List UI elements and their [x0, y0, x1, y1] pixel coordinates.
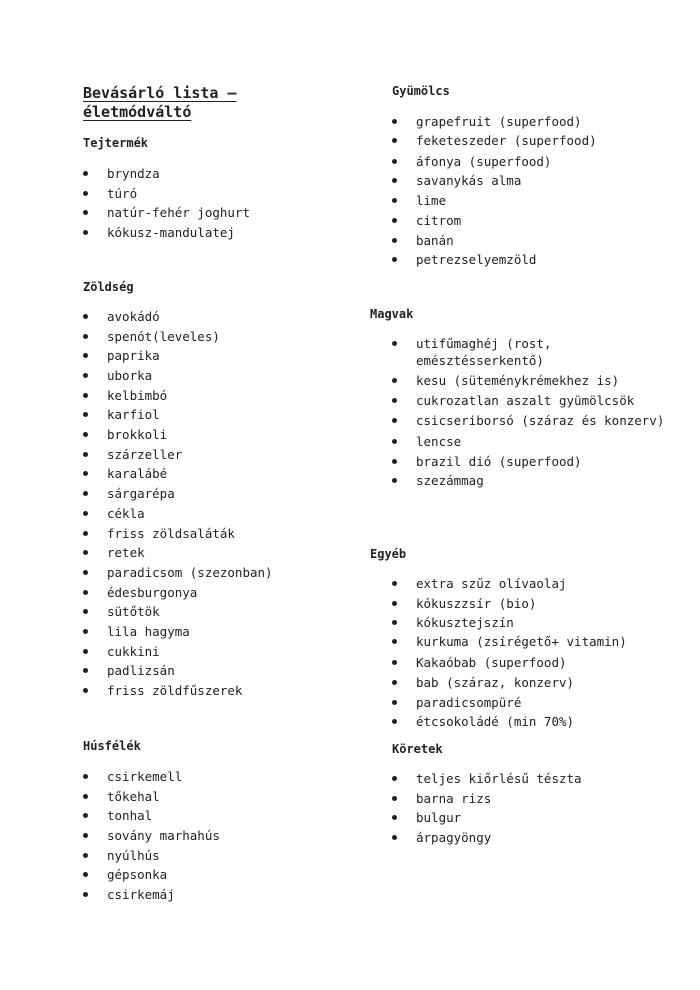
list-item	[83, 767, 348, 787]
bullet-icon	[83, 491, 88, 496]
bullet-icon	[392, 178, 397, 183]
list-item	[392, 412, 670, 429]
list-item	[83, 846, 348, 866]
bullet-icon	[392, 398, 397, 403]
list-item	[392, 673, 670, 693]
bullet-icon	[392, 601, 397, 606]
list-item	[83, 203, 348, 223]
list-item-text: tonhal	[107, 808, 153, 824]
left-column	[83, 84, 348, 905]
bullet-icon	[83, 471, 88, 476]
bullet-icon	[83, 191, 88, 196]
list-item-text: sovány marhahús	[107, 827, 220, 843]
section-koretek	[370, 742, 670, 756]
bullet-icon	[83, 609, 88, 614]
list-item	[392, 452, 670, 472]
list-item-text: kókusz-mandulatej	[107, 225, 235, 241]
list-item	[83, 661, 348, 681]
list-item-text: áfonya (superfood)	[416, 153, 552, 169]
list-item-text: szezámmag	[416, 473, 484, 489]
list-item	[392, 633, 670, 650]
list-item-text: gépsonka	[107, 867, 168, 883]
bullet-icon	[83, 892, 88, 897]
section-magvak	[370, 307, 670, 491]
bullet-icon	[83, 171, 88, 176]
list-item-text: banán	[416, 232, 454, 248]
page-title: Bevásárló lista – életmódváltó	[83, 84, 237, 121]
list-item	[83, 504, 348, 524]
list-item	[392, 693, 670, 713]
list-item	[83, 366, 348, 386]
bullet-icon	[83, 570, 88, 575]
list-item	[83, 386, 348, 406]
list-item	[83, 806, 348, 826]
list-item-text: savanykás alma	[416, 173, 522, 189]
list-item	[83, 223, 348, 243]
bullet-icon	[392, 776, 397, 781]
list-item-text: bryndza	[107, 166, 160, 181]
list-item-text: nyúlhús	[107, 847, 160, 863]
list-item-text: brazil dió (superfood)	[416, 453, 582, 469]
list-item	[83, 327, 348, 347]
list-item-text: padlizsán	[107, 663, 175, 679]
list-item	[83, 543, 348, 563]
bullet-icon	[392, 796, 397, 801]
list-item	[83, 563, 348, 583]
bullet-icon	[83, 649, 88, 654]
bullet-icon	[83, 210, 88, 215]
list-item-text: cékla	[107, 505, 145, 521]
list-item-text: étcsokoládé (min 70%)	[416, 714, 575, 730]
list-item-text: kókuszzsír (bio)	[416, 595, 537, 611]
list-item-text: csirkemell	[107, 768, 183, 784]
list-item	[392, 594, 670, 614]
list-item	[83, 464, 348, 484]
list-item-text: karalábé	[107, 466, 168, 482]
list-item	[83, 787, 348, 807]
list-item-text: bab (száraz, konzerv)	[416, 674, 575, 690]
section-title-magvak: Magvak	[370, 306, 414, 321]
list-egyeb	[392, 574, 670, 732]
bullet-icon	[392, 700, 397, 705]
list-item	[83, 346, 348, 366]
list-item-text: spenót(leveles)	[107, 328, 220, 344]
bullet-icon	[392, 138, 397, 143]
list-item-text: extra szűz olívaolaj	[416, 576, 567, 592]
bullet-icon	[83, 353, 88, 358]
list-item-text: petrezselyemzöld	[416, 252, 537, 268]
bullet-icon	[392, 218, 397, 223]
list-item	[392, 335, 670, 369]
bullet-icon	[83, 314, 88, 319]
section-title-gyumolcs: Gyümölcs	[392, 84, 450, 98]
section-title-koretek: Köretek	[392, 741, 443, 756]
list-tejtermek	[83, 164, 348, 243]
list-item	[83, 405, 348, 425]
list-item	[392, 613, 670, 633]
list-item	[83, 307, 348, 327]
list-magvak	[392, 335, 670, 491]
bullet-icon	[392, 680, 397, 685]
list-item-text: grapefruit (superfood)	[416, 114, 582, 129]
list-item-text: feketeszeder (superfood)	[416, 132, 597, 148]
list-item-text: lila hagyma	[107, 624, 190, 640]
list-item	[392, 653, 670, 673]
list-item-text: paradicsom (szezonban)	[107, 564, 273, 580]
list-item-text: cukkini	[107, 643, 160, 659]
list-item	[392, 112, 670, 132]
list-item-text: friss zöldfűszerek	[107, 683, 243, 699]
bullet-icon	[392, 620, 397, 625]
list-item	[392, 392, 670, 409]
bullet-icon	[392, 159, 397, 164]
bullet-icon	[83, 833, 88, 838]
bullet-icon	[83, 813, 88, 818]
bullet-icon	[83, 774, 88, 779]
list-koretek	[392, 769, 670, 848]
bullet-icon	[83, 688, 88, 693]
bullet-icon	[392, 719, 397, 724]
bullet-icon	[83, 412, 88, 417]
list-item-text: kurkuma (zsírégető+ vitamin)	[416, 634, 627, 650]
list-item-text: lime	[416, 193, 447, 209]
list-item	[83, 164, 348, 184]
bullet-icon	[83, 668, 88, 673]
bullet-icon	[392, 439, 397, 444]
list-item	[392, 789, 670, 809]
list-item	[83, 885, 348, 905]
list-item-text: csirkemáj	[107, 887, 175, 903]
section-title-husfelek: Húsfélék	[83, 738, 141, 753]
right-column	[370, 84, 670, 848]
list-item-text: kelbimbó	[107, 387, 168, 403]
section-egyeb	[370, 547, 670, 732]
bullet-icon	[83, 373, 88, 378]
bullet-icon	[392, 660, 397, 665]
list-item	[392, 432, 670, 452]
bullet-icon	[83, 794, 88, 799]
list-item	[83, 826, 348, 846]
bullet-icon	[83, 872, 88, 877]
section-zoldseg	[83, 280, 348, 701]
list-item	[83, 681, 348, 701]
list-item-text: friss zöldsaláták	[107, 525, 235, 541]
list-item	[392, 574, 670, 594]
bullet-icon	[83, 629, 88, 634]
bullet-icon	[392, 815, 397, 820]
list-item-text: kókusztejszín	[416, 615, 514, 631]
list-item-text: tőkehal	[107, 788, 160, 804]
list-item	[392, 211, 670, 231]
list-item	[83, 445, 348, 465]
list-item-text: karfiol	[107, 407, 160, 423]
list-item	[392, 152, 670, 172]
bullet-icon	[392, 198, 397, 203]
bullet-icon	[392, 478, 397, 483]
list-item-text: sárgarépa	[107, 486, 175, 502]
list-item-text: utifűmaghéj (rost, emésztésserkentő)	[416, 335, 552, 368]
list-item	[392, 171, 670, 191]
list-item	[392, 712, 670, 732]
bullet-icon	[392, 238, 397, 243]
list-item	[392, 828, 670, 848]
list-item-text: avokádó	[107, 308, 160, 324]
list-item	[392, 769, 670, 789]
list-husfelek	[83, 767, 348, 905]
bullet-icon	[83, 230, 88, 235]
section-title-zoldseg: Zöldség	[83, 279, 134, 294]
section-tejtermek	[83, 136, 348, 243]
bullet-icon	[83, 511, 88, 516]
section-gyumolcs	[370, 84, 670, 98]
list-item-text: paprika	[107, 348, 160, 364]
list-item-text: retek	[107, 545, 145, 561]
section-title-egyeb: Egyéb	[370, 547, 407, 562]
bullet-icon	[83, 432, 88, 437]
list-item-text: brokkoli	[107, 427, 168, 443]
bullet-icon	[83, 550, 88, 555]
list-item	[83, 425, 348, 445]
list-item	[392, 132, 670, 149]
bullet-icon	[83, 452, 88, 457]
section-husfelek	[83, 739, 348, 905]
bullet-icon	[392, 581, 397, 586]
list-gyumolcs	[392, 112, 670, 270]
list-item-text: cukrozatlan aszalt gyümölcsök	[416, 392, 635, 408]
list-item	[392, 471, 670, 491]
list-item-text: paradicsompüré	[416, 694, 522, 710]
bullet-icon	[83, 531, 88, 536]
bullet-icon	[392, 835, 397, 840]
list-zoldseg	[83, 307, 348, 701]
list-item-text: barna rizs	[416, 790, 492, 806]
list-item	[83, 484, 348, 504]
list-item-text: csicseriborsó (száraz és konzerv)	[416, 412, 665, 428]
list-item-text: uborka	[107, 367, 153, 383]
bullet-icon	[83, 853, 88, 858]
bullet-icon	[392, 341, 397, 346]
list-item-text: Kakaóbab (superfood)	[416, 655, 567, 671]
list-item-text: szárzeller	[107, 446, 183, 462]
list-item-text: teljes kiőrlésű tészta	[416, 770, 582, 786]
list-item-text: édesburgonya	[107, 584, 198, 600]
list-item	[392, 231, 670, 251]
list-item-text: árpagyöngy	[416, 830, 492, 846]
list-item	[392, 808, 670, 828]
list-item	[83, 642, 348, 662]
list-item	[83, 622, 348, 642]
list-item-text: lencse	[416, 433, 462, 449]
bullet-icon	[392, 418, 397, 423]
bullet-icon	[83, 334, 88, 339]
bullet-icon	[392, 119, 397, 124]
list-item	[83, 583, 348, 603]
list-item-text: natúr-fehér joghurt	[107, 205, 250, 221]
list-item	[83, 524, 348, 544]
bullet-icon	[392, 459, 397, 464]
list-item-text: bulgur	[416, 810, 462, 826]
list-item-text: sütőtök	[107, 604, 160, 620]
bullet-icon	[83, 393, 88, 398]
list-item	[392, 250, 670, 270]
bullet-icon	[392, 378, 397, 383]
list-item	[392, 191, 670, 211]
list-item	[83, 184, 348, 204]
bullet-icon	[392, 257, 397, 262]
list-item	[392, 372, 670, 389]
section-title-tejtermek: Tejtermék	[83, 136, 149, 150]
bullet-icon	[83, 590, 88, 595]
list-item	[83, 602, 348, 622]
bullet-icon	[392, 639, 397, 644]
list-item-text: kesu (süteménykrémekhez is)	[416, 372, 620, 388]
list-item	[83, 865, 348, 885]
list-item-text: citrom	[416, 212, 462, 228]
list-item-text: túró	[107, 185, 138, 201]
